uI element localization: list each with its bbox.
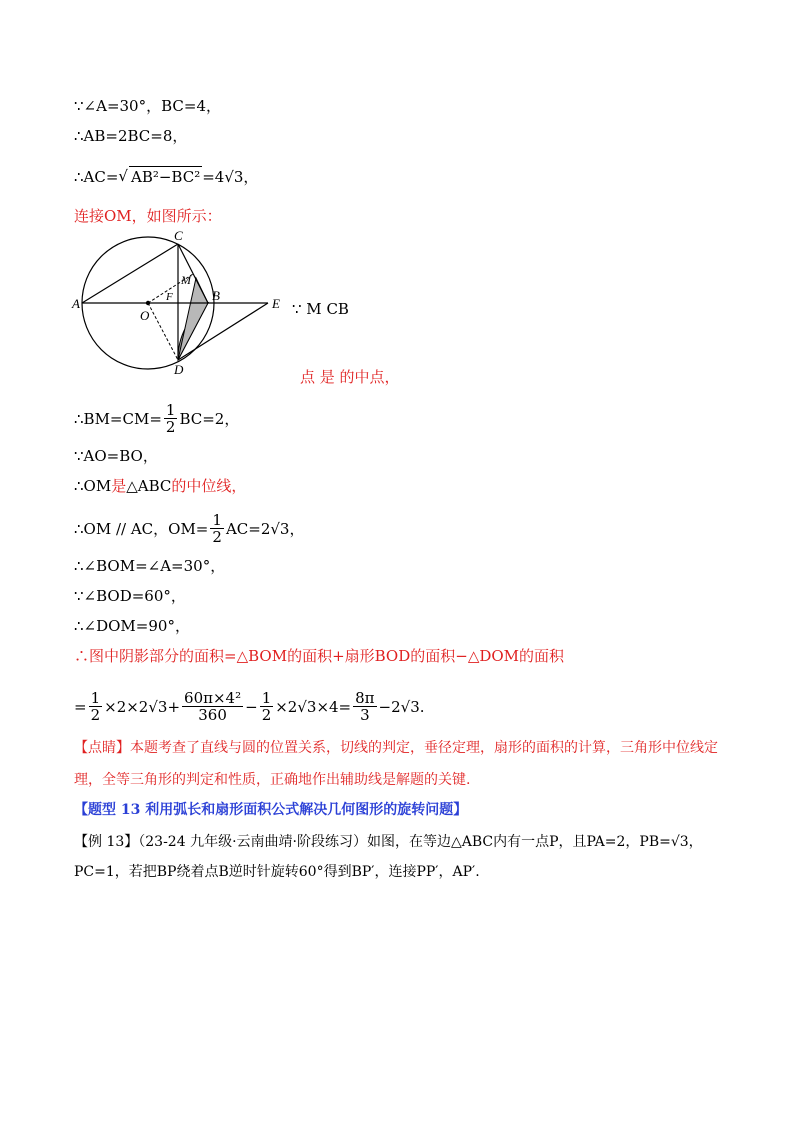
comment-text-1: 【点睛】本题考查了直线与圆的位置关系，切线的判定，垂径定理，扇形的面积的计算，三角形中位线定: [74, 740, 718, 756]
calc-c: −: [245, 697, 258, 716]
line-om-midline: [74, 476, 246, 496]
center-dot: [146, 301, 150, 305]
heading-text: 【题型 13 利用弧长和扇形面积公式解决几何图形的旋转问题】: [74, 802, 468, 818]
frac-num: 1: [90, 689, 101, 707]
label-o: O: [140, 308, 150, 323]
root-icon: √: [118, 167, 128, 185]
bm-post: BC=2，: [179, 409, 240, 428]
calc-e: −2√3.: [378, 697, 425, 716]
label-m: M: [181, 273, 191, 287]
comment-line-2: [74, 770, 470, 790]
comment-text-2: 理，全等三角形的判定和性质，正确地作出辅助线是解题的关键.: [74, 772, 471, 788]
line-given: [74, 96, 221, 116]
ao-text: ∵AO=BO，: [74, 447, 158, 465]
midpoint-text: [300, 366, 400, 387]
geometry-figure: [68, 228, 288, 378]
bom-text: ∴∠BOM=∠A=30°，: [74, 557, 226, 575]
calc-frac-3: [260, 690, 274, 723]
side-because: ∵ M CB: [292, 300, 349, 318]
line-area: [74, 646, 564, 666]
sqrt-ab-bc: [118, 166, 202, 187]
line-bod: [74, 586, 186, 606]
comment-line-1: [74, 738, 718, 758]
frac-den: 2: [90, 706, 101, 724]
connect-om-text: 连接OM，如图所示：: [74, 207, 222, 225]
frac-num: 1: [212, 511, 222, 529]
omp-pre: ∴OM // AC，OM=: [74, 519, 209, 538]
figure-side-text: [292, 300, 349, 318]
label-f: F: [166, 291, 173, 303]
frac-num: 1: [165, 401, 176, 419]
om-b: 是: [111, 477, 127, 495]
label-a: A: [72, 296, 80, 311]
om-d: 的中位线，: [171, 477, 247, 495]
calc-frac-1: [89, 690, 103, 723]
frac-den: 2: [261, 706, 272, 724]
line-ab: [74, 126, 187, 146]
label-c: C: [174, 228, 183, 243]
omp-post: AC=2√3，: [225, 519, 305, 538]
line-dom: [74, 616, 190, 636]
example-text-2: PC=1，若把BP绕着点B逆时针旋转60°得到BP′，连接PP′，AP′.: [74, 864, 480, 880]
example-text-1: 【例 13】（23-24 九年级·云南曲靖·阶段练习）如图，在等边△ABC内有一点P，且PA=2，PB=√3，: [74, 834, 703, 850]
calc-d: ×2√3×4=: [275, 697, 352, 716]
label-d: D: [174, 362, 184, 377]
shaded-triangle: [178, 278, 208, 360]
example-line-2: [74, 862, 480, 882]
line-om-parallel: [74, 512, 304, 545]
line-bom: [74, 556, 225, 576]
om-c: △ABC: [126, 477, 172, 495]
label-e: E: [272, 296, 280, 311]
frac-num: 1: [261, 689, 272, 707]
dom-text: ∴∠DOM=90°，: [74, 617, 190, 635]
line-od: [148, 303, 178, 360]
example-line-1: [74, 832, 703, 852]
label-b: B: [212, 288, 220, 303]
frac-den: 360: [198, 706, 227, 724]
section-heading: [74, 800, 467, 820]
ac-pre: ∴AC=: [74, 167, 119, 186]
bm-pre: ∴BM=CM=: [74, 409, 162, 428]
line-calc: [74, 690, 425, 723]
frac-num: 60π×4²: [184, 689, 242, 707]
line-ac: [74, 166, 258, 187]
calc-b: ×2×2√3+: [104, 697, 181, 716]
frac-den: 2: [212, 528, 222, 546]
fraction-half: [164, 402, 178, 435]
fraction-half-2: [210, 512, 224, 545]
line-ao: [74, 446, 158, 466]
calc-frac-4: [353, 690, 376, 723]
given-text: ∵∠A=30°，BC=4，: [74, 97, 221, 115]
calc-frac-2: [182, 690, 243, 723]
om-a: ∴OM: [74, 477, 112, 495]
radicand: AB²−BC²: [130, 168, 201, 186]
line-bm: [74, 402, 239, 435]
frac-den: 3: [360, 706, 370, 724]
frac-num: 8π: [355, 689, 375, 707]
ab-text: ∴AB=2BC=8，: [74, 127, 188, 145]
bod-text: ∵∠BOD=60°，: [74, 587, 186, 605]
area-text: ∴图中阴影部分的面积=△BOM的面积+扇形BOD的面积−△DOM的面积: [74, 647, 565, 665]
ac-post: =4√3，: [202, 167, 259, 186]
frac-den: 2: [165, 418, 176, 436]
line-ac: [82, 244, 178, 303]
midpoint-phrase: 点 是 的中点，: [300, 368, 400, 386]
calc-a: =: [74, 697, 87, 716]
line-connect-om: [74, 206, 222, 226]
